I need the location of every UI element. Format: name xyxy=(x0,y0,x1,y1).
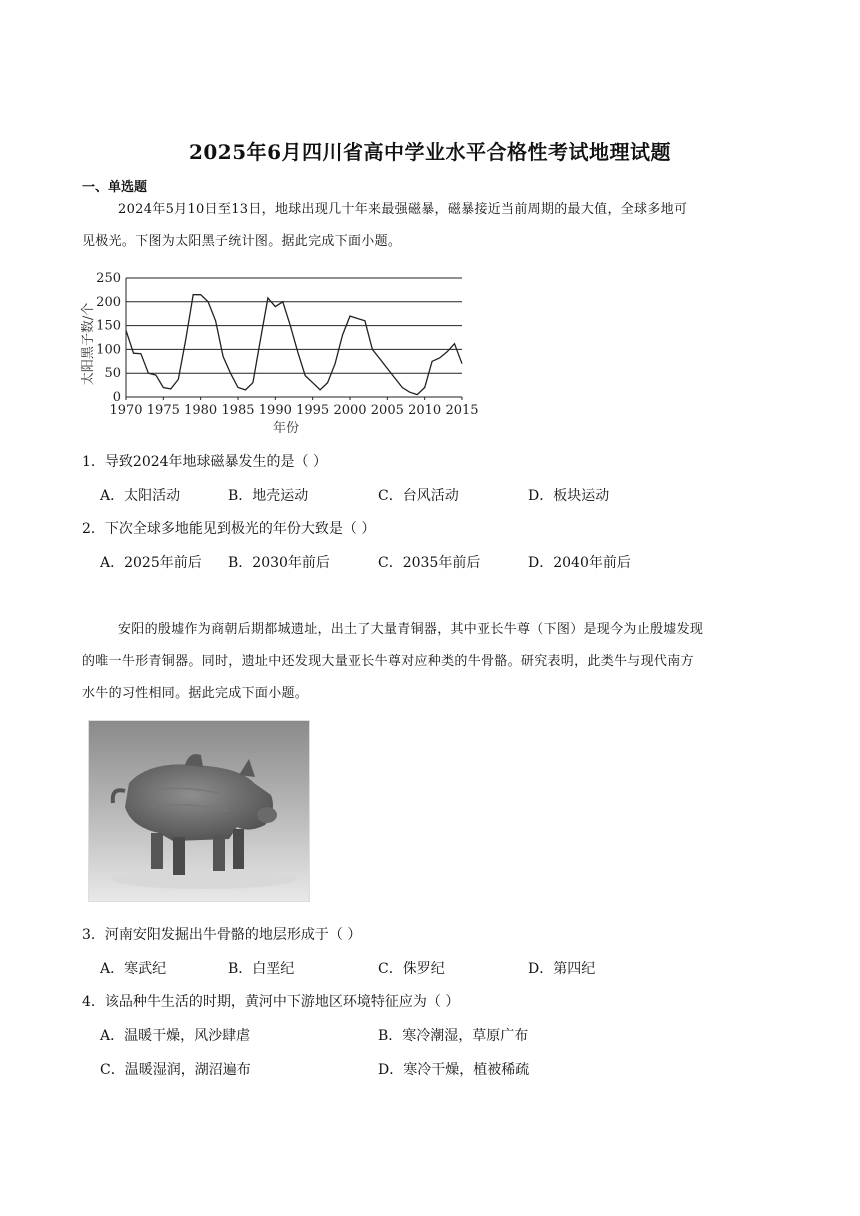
q1-option-a[interactable]: A．太阳活动 xyxy=(100,488,181,504)
passage-2 xyxy=(82,614,782,710)
passage-1-line-1: 2024年5月10日至13日，地球出现几十年来最强磁暴，磁暴接近当前周期的最大值，全球多地可 xyxy=(118,202,688,217)
q1-option-d[interactable]: D．板块运动 xyxy=(528,488,610,504)
x-tick-label: 1985 xyxy=(221,403,255,418)
y-tick-label: 0 xyxy=(112,390,121,405)
question-3: 3．河南安阳发掘出牛骨骼的地层形成于（ ） xyxy=(82,927,362,943)
q3-option-b[interactable]: B．白垩纪 xyxy=(228,961,295,977)
q2-option-c[interactable]: C．2035年前后 xyxy=(378,555,481,571)
bronze-ox-image xyxy=(89,721,309,901)
bronze-ox-zun-photo xyxy=(88,720,310,902)
x-tick-label: 1975 xyxy=(146,403,180,418)
section-heading: 一、单选题 xyxy=(82,180,148,195)
y-axis-label: 太阳黑子数/个 xyxy=(81,302,96,386)
x-tick-label: 2010 xyxy=(408,403,442,418)
y-tick-label: 150 xyxy=(96,318,121,334)
q4-option-a[interactable]: A．温暖干燥，风沙肆虐 xyxy=(100,1028,251,1044)
y-tick-label: 50 xyxy=(104,366,121,382)
q2-option-d[interactable]: D．2040年前后 xyxy=(528,555,631,571)
x-tick-label: 1995 xyxy=(296,403,330,418)
x-tick-label: 1990 xyxy=(258,403,292,418)
x-tick-label: 2000 xyxy=(333,403,367,418)
question-1: 1．导致2024年地球磁暴发生的是（ ） xyxy=(82,454,327,470)
q3-option-d[interactable]: D．第四纪 xyxy=(528,961,596,977)
y-tick-label: 200 xyxy=(96,294,121,310)
sunspot-series-line xyxy=(126,295,462,395)
q4-option-b[interactable]: B．寒冷潮湿，草原广布 xyxy=(378,1028,529,1044)
question-2: 2．下次全球多地能见到极光的年份大致是（ ） xyxy=(82,521,376,537)
page-title: 2025年6月四川省高中学业水平合格性考试地理试题 xyxy=(188,140,672,164)
passage-2-line-2: 的唯一牛形青铜器。同时，遗址中还发现大量亚长牛尊对应种类的牛骨骼。研究表明，此类牛与现代南方 xyxy=(82,654,694,669)
x-tick-label: 2015 xyxy=(445,403,479,418)
passage-2-line-1: 安阳的殷墟作为商朝后期都城遗址，出土了大量青铜器，其中亚长牛尊（下图）是现今为止殷墟发现 xyxy=(118,622,704,637)
q4-option-c[interactable]: C．温暖湿润，湖沼遍布 xyxy=(100,1062,251,1078)
passage-1 xyxy=(82,194,782,258)
q1-option-c[interactable]: C．台风活动 xyxy=(378,488,459,504)
q3-option-c[interactable]: C．侏罗纪 xyxy=(378,961,445,977)
q2-option-a[interactable]: A．2025年前后 xyxy=(100,555,202,571)
x-axis-label: 年份 xyxy=(272,421,300,436)
q1-option-b[interactable]: B．地壳运动 xyxy=(228,488,309,504)
x-tick-label: 1980 xyxy=(184,403,218,418)
sunspot-chart xyxy=(76,266,486,436)
q4-option-d[interactable]: D．寒冷干燥，植被稀疏 xyxy=(378,1062,530,1078)
q3-option-a[interactable]: A．寒武纪 xyxy=(100,961,167,977)
y-tick-label: 250 xyxy=(96,271,121,286)
passage-2-line-3: 水牛的习性相同。据此完成下面小题。 xyxy=(82,686,309,701)
passage-1-line-2: 见极光。下图为太阳黑子统计图。据此完成下面小题。 xyxy=(82,234,402,249)
y-tick-label: 100 xyxy=(96,342,121,358)
x-tick-label: 2005 xyxy=(370,403,404,418)
q2-option-b[interactable]: B．2030年前后 xyxy=(228,555,330,571)
x-tick-label: 1970 xyxy=(109,403,143,418)
question-4: 4．该品种牛生活的时期，黄河中下游地区环境特征应为（ ） xyxy=(82,994,460,1010)
